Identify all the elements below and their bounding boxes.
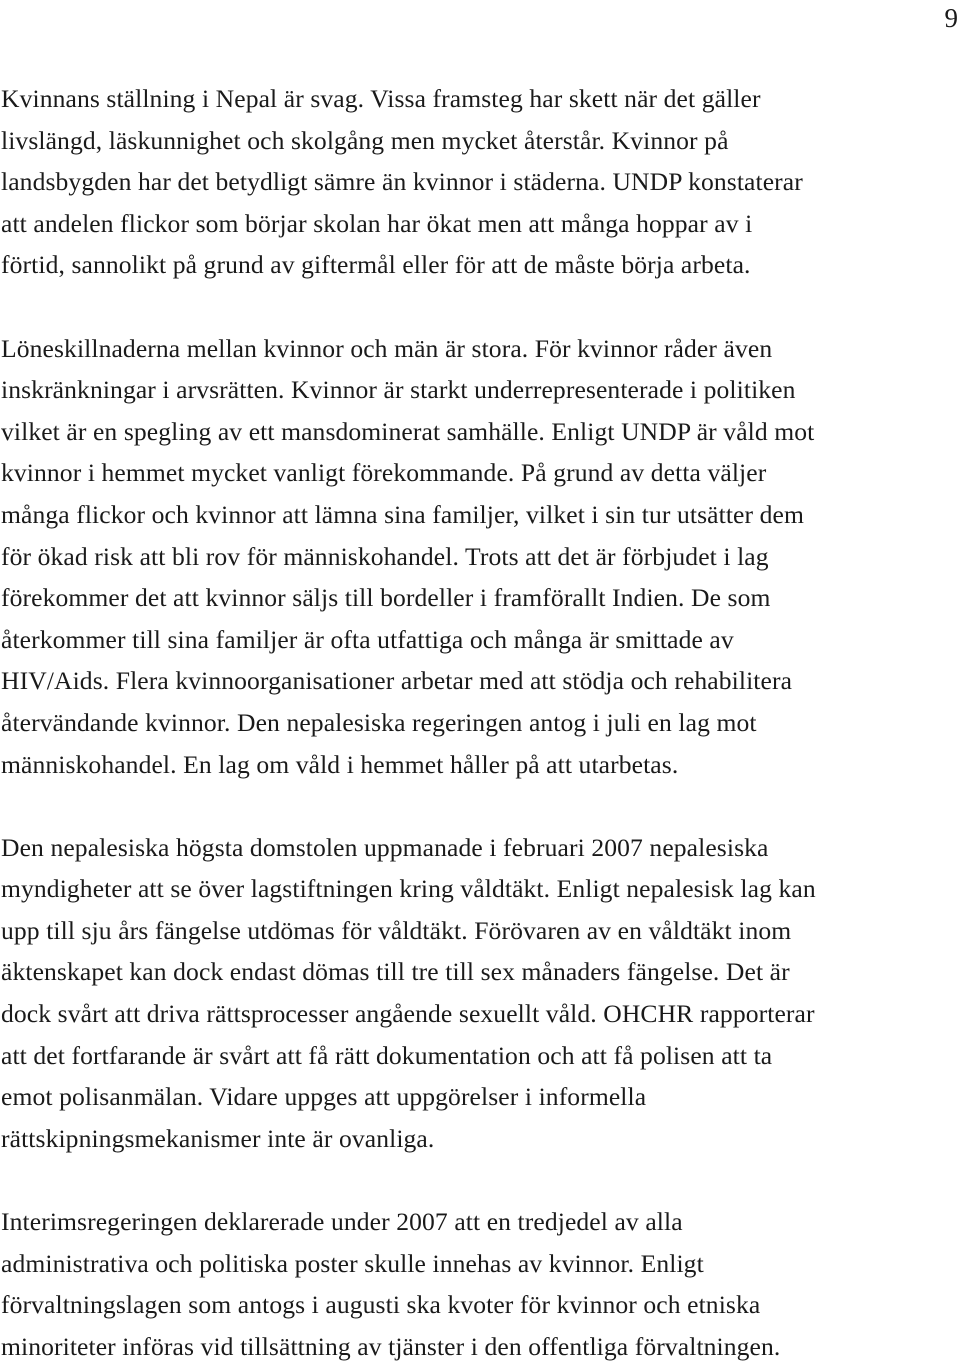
text-line: många flickor och kvinnor att lämna sina familjer, vilket i sin tur utsätter dem (1, 499, 805, 529)
text-line: upp till sju års fängelse utdömas för våldtäkt. Förövaren av en våldtäkt inom (1, 915, 792, 945)
text-line: återvändande kvinnor. Den nepalesiska regeringen antog i juli en lag mot (1, 707, 757, 737)
text-line: myndigheter att se över lagstiftningen kring våldtäkt. Enligt nepalesisk lag kan (1, 874, 816, 904)
text-line: landsbygden har det betydligt sämre än kvinnor i städerna. UNDP konstaterar (1, 167, 803, 197)
paragraph-womens-status (1, 78, 959, 286)
text-line: Interimsregeringen deklarerade under 2007 att en tredjedel av alla (1, 1207, 683, 1237)
text-line: Kvinnans ställning i Nepal är svag. Vissa framsteg har skett när det gäller (1, 84, 761, 113)
text-line: dock svårt att driva rättsprocesser angående sexuellt våld. OHCHR rapporterar (1, 999, 815, 1029)
paragraph-supreme-court (1, 827, 959, 1160)
text-line: Löneskillnaderna mellan kvinnor och män är stora. För kvinnor råder även (1, 333, 773, 363)
text-line: HIV/Aids. Flera kvinnoorganisationer arbetar med att stödja och rehabilitera (1, 666, 793, 696)
text-line: äktenskapet kan dock endast dömas till tre till sex månaders fängelse. Det är (1, 957, 790, 987)
text-line: rättskipningsmekanismer inte är ovanliga. (1, 1123, 435, 1153)
text-line: Den nepalesiska högsta domstolen uppmanade i februari 2007 nepalesiska (1, 832, 769, 862)
text-line: vilket är en spegling av ett mansdominerat samhälle. Enligt UNDP är våld mot (1, 416, 815, 446)
text-line: människohandel. En lag om våld i hemmet håller på att utarbetas. (1, 749, 679, 779)
text-line: minoriteter införas vid tillsättning av tjänster i den offentliga förvaltningen. (1, 1331, 781, 1361)
text-line: förvaltningslagen som antogs i augusti ska kvoter för kvinnor och etniska (1, 1290, 761, 1320)
text-line: livslängd, läskunnighet och skolgång men mycket återstår. Kvinnor på (1, 125, 729, 155)
paragraph-wage-gap-and-trafficking (1, 328, 959, 786)
text-line: emot polisanmälan. Vidare uppges att uppgörelser i informella (1, 1082, 647, 1112)
text-line: återkommer till sina familjer är ofta utfattiga och många är smittade av (1, 624, 734, 654)
text-line: för ökad risk att bli rov för människohandel. Trots att det är förbjudet i lag (1, 541, 769, 571)
text-line: administrativa och politiska poster skulle innehas av kvinnor. Enligt (1, 1248, 704, 1278)
text-line: att andelen flickor som börjar skolan har ökat men att många hoppar av i (1, 208, 753, 238)
document-body (1, 78, 959, 1367)
text-line: förtid, sannolikt på grund av giftermål eller för att de måste börja arbeta. (1, 250, 751, 280)
text-line: kvinnor i hemmet mycket vanligt förekommande. På grund av detta väljer (1, 458, 767, 488)
text-line: inskränkningar i arvsrätten. Kvinnor är starkt underrepresenterade i politiken (1, 375, 796, 405)
text-line: att det fortfarande är svårt att få rätt dokumentation och att få polisen att ta (1, 1040, 773, 1070)
page-number: 9 (944, 3, 958, 33)
paragraph-interim-government (1, 1201, 959, 1367)
text-line: förekommer det att kvinnor säljs till bordeller i framförallt Indien. De som (1, 583, 771, 613)
